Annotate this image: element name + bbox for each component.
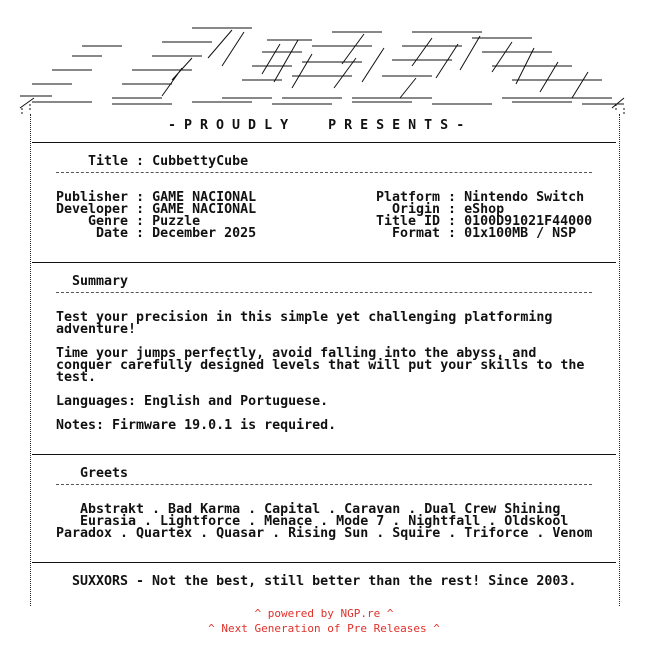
date-value: December 2025 <box>152 226 257 241</box>
title-label: Title : CubbettyCube <box>88 154 249 169</box>
greets-line: Abstrakt . Bad Karma . Capital . Caravan . Dual Crew Shining <box>80 502 561 517</box>
left-border <box>30 114 31 606</box>
platform-line: Platform : Nintendo Switch <box>376 190 585 205</box>
footer <box>0 606 648 636</box>
release-title: CubbettyCube <box>152 154 249 169</box>
summary-text: adventure! <box>56 322 137 337</box>
origin-value: eShop <box>464 202 505 217</box>
summary-text: Time your jumps perfectly, avoid falling into the abyss, and <box>56 346 537 361</box>
titleid-value: 0100D91021F44000 <box>464 214 593 229</box>
date-line: Date : December 2025 <box>96 226 257 241</box>
summary-heading: Summary <box>72 274 129 289</box>
format-line: Format : 01x100MB / NSP <box>392 226 577 241</box>
greets-heading: Greets <box>80 466 129 481</box>
separator <box>32 262 616 263</box>
platform-value: Nintendo Switch <box>464 190 585 205</box>
developer-line: Developer : GAME NACIONAL <box>56 202 257 217</box>
title-separator <box>56 172 592 173</box>
developer-value: GAME NACIONAL <box>152 202 257 217</box>
right-border <box>619 114 620 606</box>
summary-separator <box>56 292 592 293</box>
notes-line: Notes: Firmware 19.0.1 is required. <box>56 418 337 433</box>
nfo-document <box>12 18 636 608</box>
publisher-line: Publisher : GAME NACIONAL <box>56 190 257 205</box>
genre-value: Puzzle <box>152 214 201 229</box>
greets-line: Eurasia . Lightforce . Menace . Mode 7 . Nightfall . Oldskool <box>80 514 569 529</box>
summary-text: conquer carefully designed levels that will put your skills to the <box>56 358 585 373</box>
greets-line: Paradox . Quartex . Quasar . Rising Sun . Squire . Triforce . Venom <box>56 526 593 541</box>
tagline: SUXXORS - Not the best, still better than the rest! Since 2003. <box>72 574 577 589</box>
group-logo <box>12 18 636 114</box>
separator <box>32 454 616 455</box>
titleid-line: Title ID : 0100D91021F44000 <box>376 214 593 229</box>
presents-line: - P R O U D L Y P R E S E N T S - <box>168 118 465 133</box>
publisher-value: GAME NACIONAL <box>152 190 257 205</box>
summary-text: test. <box>56 370 97 385</box>
separator <box>32 562 616 563</box>
footer-powered-by: ^ powered by NGP.re ^ <box>254 607 394 620</box>
footer-subtitle: ^ Next Generation of Pre Releases ^ <box>208 622 440 635</box>
greets-separator <box>56 484 592 485</box>
genre-line: Genre : Puzzle <box>88 214 201 229</box>
summary-text: Test your precision in this simple yet challenging platforming <box>56 310 553 325</box>
languages-line: Languages: English and Portuguese. <box>56 394 329 409</box>
origin-line: Origin : eShop <box>392 202 505 217</box>
separator <box>32 142 616 143</box>
format-value: 01x100MB / NSP <box>464 226 577 241</box>
